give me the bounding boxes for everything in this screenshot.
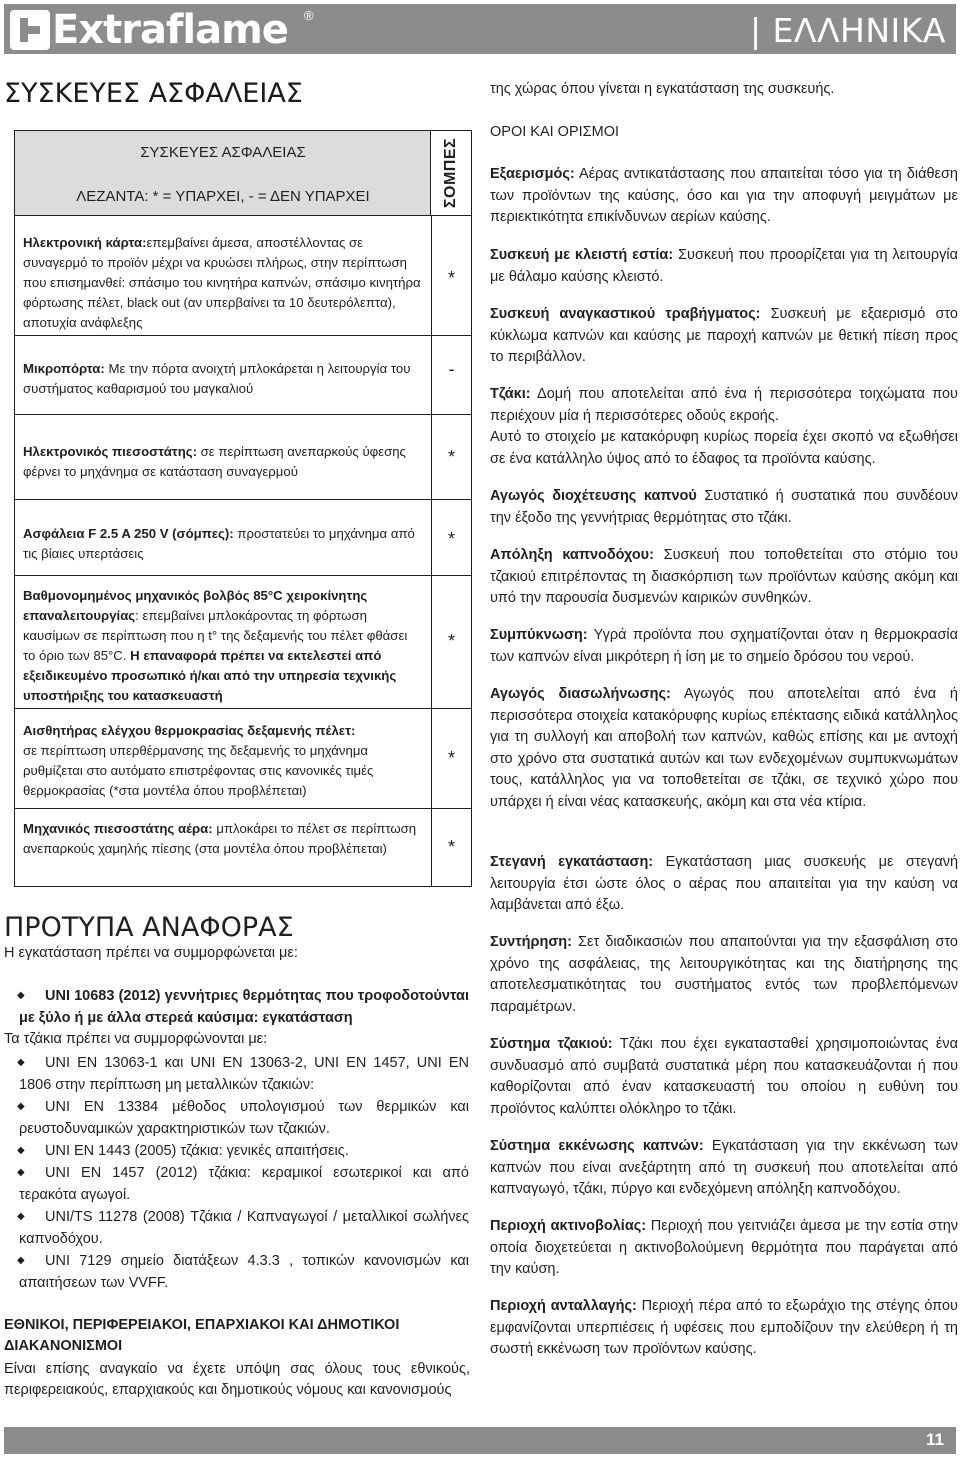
- table-row: [15, 233, 431, 333]
- term-entry: Περιοχή ακτινοβολίας: Περιοχή που γειτνιάζει άμεσα με την εστία στην οποία διοχετεύεται η ακτινοβολούμενη θερμότητα που παράγεται από την καύση.: [490, 1218, 959, 1278]
- term-entry: Συσκευή με κλειστή εστία: Συσκευή που προορίζεται για τη λειτουργία με θάλαμο καύσης κλειστό.: [490, 247, 958, 285]
- term-entry: Σύστημα εκκένωσης καπνών: Εγκατάσταση για την εκκένωση των καπνών που είναι ανεξάρτητη από τη συσκευή που αποτελείται από καπναγωγό, τζάκι, πύργο και ενδεχόμενη απόληξη καπνοδόχου.: [490, 1138, 958, 1198]
- table-row: [15, 524, 431, 564]
- list-item: ◆ UNI/TS 11278 (2008) Τζάκια / Καπναγωγοί / μεταλλικοί σωλήνες καπνοδόχου.: [19, 1206, 469, 1250]
- table-row: [15, 819, 431, 859]
- row-mark: *: [447, 837, 455, 857]
- row-term: Ηλεκτρονικός πιεσοστάτης:: [23, 444, 197, 459]
- list-item: ◆ UNI EN 13384 μέθοδος υπολογισμού των θερμικών και ρευστοδυναμικών χαρακτηριστικών των τζακιών.: [19, 1096, 469, 1140]
- row-term: Ηλεκτρονική κάρτα:: [23, 235, 147, 250]
- row-note: Η επαναφορά πρέπει να εκτελεστεί από εξειδικευμένο προσωπικό ή/και από την υπηρεσία τεχνικής υποστήριξης του κατασκευαστή: [23, 648, 397, 703]
- term-entry: Σύστημα τζακιού: Τζάκι που έχει εγκατασταθεί χρησιμοποιώντας ένα συνδυασμό από συμβατά συστατικά μέρη που κατασκευάζονται ή που καθορίζονται από έναν κατασκευαστή του οποίου η ευθύνη του προϊόντος καλύπτει ολόκληρο το τζάκι.: [490, 1036, 958, 1117]
- row-text: προστατεύει το μηχάνημα από τις βίαιες υπερτάσεις: [23, 526, 415, 561]
- terms-title: ΟΡΟΙ ΚΑΙ ΟΡΙΣΜΟΙ: [490, 124, 620, 140]
- chimney-intro: Τα τζάκια πρέπει να συμμορφώνονται με:: [4, 1031, 268, 1047]
- term-entry: Στεγανή εγκατάσταση: Εγκατάσταση μιας συσκευής με στεγανή λειτουργία έτσι ώστε όλος ο αέρας που απαιτείται για την καύση να λαμβάνεται από έξω.: [490, 854, 959, 914]
- term-entry: Συμπύκνωση: Υγρά προϊόντα που σχηματίζονται όταν η θερμοκρασία των καπνών είναι μικρότερη ή ίση με το σημείο δρόσου του νερού.: [490, 627, 958, 665]
- row-text: σε περίπτωση ανεπαρκούς ύφεσης φέρνει το μηχάνημα σε κατάσταση συναγερμού: [23, 444, 406, 479]
- row-mark: *: [447, 748, 455, 768]
- column-divider: [431, 216, 432, 886]
- row-divider: [15, 575, 472, 576]
- brand-logo: [10, 8, 288, 52]
- national-text: Είναι επίσης αναγκαίο να έχετε υπόψη σας όλους τους εθνικούς, περιφερειακούς, επαρχιακούς και δημοτικούς νόμους και κανονισμούς: [4, 1361, 470, 1398]
- list-item: ◆ UNI 7129 σημείο διατάξεων 4.3.3 , τοπικών κανονισμών και απαιτήσεων των VVFF.: [19, 1250, 469, 1294]
- reference-intro: Η εγκατάσταση πρέπει να συμμορφώνεται με:: [4, 945, 298, 961]
- safety-table: [14, 130, 472, 887]
- continuation-text: της χώρας όπου γίνεται η εγκατάσταση της συσκευής.: [490, 81, 835, 97]
- row-divider: [15, 335, 472, 336]
- row-term: Βαθμονομημένος μηχανικός βολβός 85°C χειροκίνητης επαναλειτουργίας: [23, 588, 368, 623]
- column-header-stoves: [431, 131, 472, 216]
- table-row: [15, 442, 431, 482]
- list-item: ◆ UNI EN 1443 (2005) τζάκια: γενικές απαιτήσεις.: [19, 1140, 469, 1162]
- page-header: [4, 4, 956, 54]
- row-mark: *: [447, 529, 455, 549]
- reference-title: ΠΡΟΤΥΠΑ ΑΝΑΦΟΡΑΣ: [4, 912, 294, 943]
- table-header: [15, 131, 431, 216]
- reference-uni10683: ◆ UNI 10683 (2012) γεννήτριες θερμότητας που τροφοδοτούνται με ξύλο ή με άλλα στερεά καύσιμα: εγκατάσταση: [19, 985, 469, 1029]
- row-mark: *: [447, 631, 455, 651]
- term-entry: Εξαερισμός: Αέρας αντικατάστασης που απαιτείται τόσο για τη διάθεση των προϊόντων της καύσης, όσο και για την αποφυγή μειγμάτων με περιεκτικότητα επικίνδυνων αερίων καύσης.: [490, 166, 958, 226]
- row-text: μπλοκάρει το πέλετ σε περίπτωση ανεπαρκούς χαμηλής πίεσης (στα μοντέλα όπου προβλέπεται): [23, 821, 417, 856]
- row-mark: *: [447, 447, 455, 467]
- registered-mark: ®: [304, 8, 314, 23]
- row-mark: *: [447, 268, 455, 288]
- term-entry: Απόληξη καπνοδόχου: Συσκευή που τοποθετείται στο στόμιο του τζακιού επιτρέποντας τη διασκόρπιση των προϊόντων καύσης ακόμη και υπό την παρουσία δυσμενών καιρικών συνθηκών.: [490, 547, 959, 607]
- row-divider: [15, 499, 472, 500]
- row-text: : επεμβαίνει μπλοκάροντας τη φόρτωση καυσίμων σε περίπτωση που η t° της δεξαμενής του πέλετ φθάσει το όριο των 85°C.: [23, 608, 408, 663]
- row-term: Μηχανικός πιεσοστάτης αέρα:: [23, 821, 213, 836]
- page-footer: [4, 1427, 956, 1454]
- national-title: ΕΘΝΙΚΟΙ, ΠΕΡΙΦΕΡΕΙΑΚΟΙ, ΕΠΑΡΧΙΑΚΟΙ ΚΑΙ ΔΗΜΟΤΙΚΟΙ ΔΙΑΚΑΝΟΝΙΣΜΟΙ: [4, 1317, 400, 1354]
- term-entry: Περιοχή ανταλλαγής: Περιοχή πέρα από το εξωράχιο της στέγης όπου εμφανίζονται υπερπιέσεις ή υφέσεις που εμποδίζουν την ελεύθερη ή τη σωστή εκκένωση των προϊόντων καύσης.: [490, 1298, 958, 1358]
- term-entry: Αγωγός διοχέτευσης καπνού Συστατικό ή συστατικά που συνδέουν την έξοδο της γεννήτριας θερμότητας στο τζάκι.: [490, 488, 958, 526]
- term-entry: Συσκευή αναγκαστικού τραβήγματος: Συσκευή με εξαερισμό στο κύκλωμα καπνών και καύσης με παροχή καπνών με θετική πίεση προς το περιβάλλον.: [490, 306, 958, 366]
- row-mark: -: [448, 359, 455, 379]
- term-entry: Τζάκι: Δομή που αποτελείται από ένα ή περισσότερα τοιχώματα που περιέχουν μία ή περισσότερες οδούς εκροής. Αυτό το στοιχείο με κατακόρυφη κυρίως πορεία έχει σκοπό να εξωθήσει σε ένα κατάλληλο ύψος από το έδαφος τα προϊόντα καύσης.: [490, 386, 958, 467]
- row-term: Αισθητήρας ελέγχου θερμοκρασίας δεξαμενής πέλετ:: [23, 723, 356, 738]
- page-number: 11: [926, 1430, 944, 1449]
- diamond-bullet-icon: ◆: [17, 990, 25, 1001]
- term-entry: Συντήρηση: Σετ διαδικασιών που απαιτούνται για την εξασφάλιση στο χρόνο της ασφάλειας, της λειτουργικότητας και της διατήρησης της αποτελεσματικότητας του συστήματος εντός των προβλεπόμενων παραμέτρων.: [490, 934, 958, 1015]
- row-term: Μικροπόρτα:: [23, 361, 105, 376]
- safety-title: ΣΥΣΚΕΥΕΣ ΑΣΦΑΛΕΙΑΣ: [4, 78, 303, 109]
- row-divider: [15, 708, 472, 709]
- term-entry: Αγωγός διασωλήνωσης: Αγωγός που αποτελείται από ένα ή περισσότερα στοιχεία κατακόρυφης κυρίως επέκτασης ειδικά κατάλληλος για τη συλλογή και αποβολή των καπνών, καθώς επίσης και με αντοχή στο χρόνο στα συστατικά αυτών και των ενδεχομένων συμπυκνωμάτων τους, κατάλληλος για να τοποθετείται σε τζάκι, σε τεχνικό χώρο που υπάρχει ή είναι νέας κατασκευής, ακόμη και στα νέα κτίρια.: [490, 686, 958, 810]
- table-row: [15, 721, 431, 801]
- table-row: [15, 359, 431, 399]
- list-item: ◆ UNI EN 1457 (2012) τζάκια: κεραμικοί εσωτερικοί και από τερακότα αγωγοί.: [19, 1162, 469, 1206]
- brand-name: Extraflame: [52, 7, 288, 53]
- row-term: Ασφάλεια F 2.5 A 250 V (σόμπες):: [23, 526, 234, 541]
- list-item: ◆ UNI EN 13063-1 και UNI EN 13063-2, UNI EN 1457, UNI EN 1806 στην περίπτωση μη μεταλλικών τζακιών:: [19, 1052, 469, 1096]
- table-legend: ΛΕΖΑΝΤΑ: * = ΥΠΑΡΧΕΙ, - = ΔΕΝ ΥΠΑΡΧΕΙ: [76, 188, 370, 205]
- row-text: σε περίπτωση υπερθέρμανσης της δεξαμενής το μηχάνημα ρυθμίζεται στο αυτόματο επιστρέφοντας στις κανονικές τιμές θερμοκρασίας (*στα μοντέλα όπου προβλέπεται): [23, 743, 374, 798]
- table-row: [15, 586, 431, 706]
- table-title: ΣΥΣΚΕΥΕΣ ΑΣΦΑΛΕΙΑΣ: [140, 144, 306, 161]
- brand-logo-icon: [10, 10, 50, 50]
- row-divider: [15, 414, 472, 415]
- row-text: Με την πόρτα ανοιχτή μπλοκάρεται η λειτουργία του συστήματος καθαρισμού του μαγκαλιού: [23, 361, 411, 396]
- row-text: επεμβαίνει άμεσα, αποστέλλοντας σε συναγερμό το προϊόν μέχρι να κρυώσει πλήρως, στην περίπτωση που επισημανθεί: σπάσιμο του κινητήρα καπνών, σπάσιμο κινητήρα φόρτωσης πέλετ, black out (αν υπερβαίνει τα 10 δευτερόλεπτα), αποτυχία ανάφλεξης: [23, 235, 421, 330]
- language-label: | ΕΛΛΗΝΙΚΑ: [749, 11, 946, 50]
- column-label: ΣΟΜΠΕΣ: [442, 137, 459, 209]
- row-divider: [15, 808, 472, 809]
